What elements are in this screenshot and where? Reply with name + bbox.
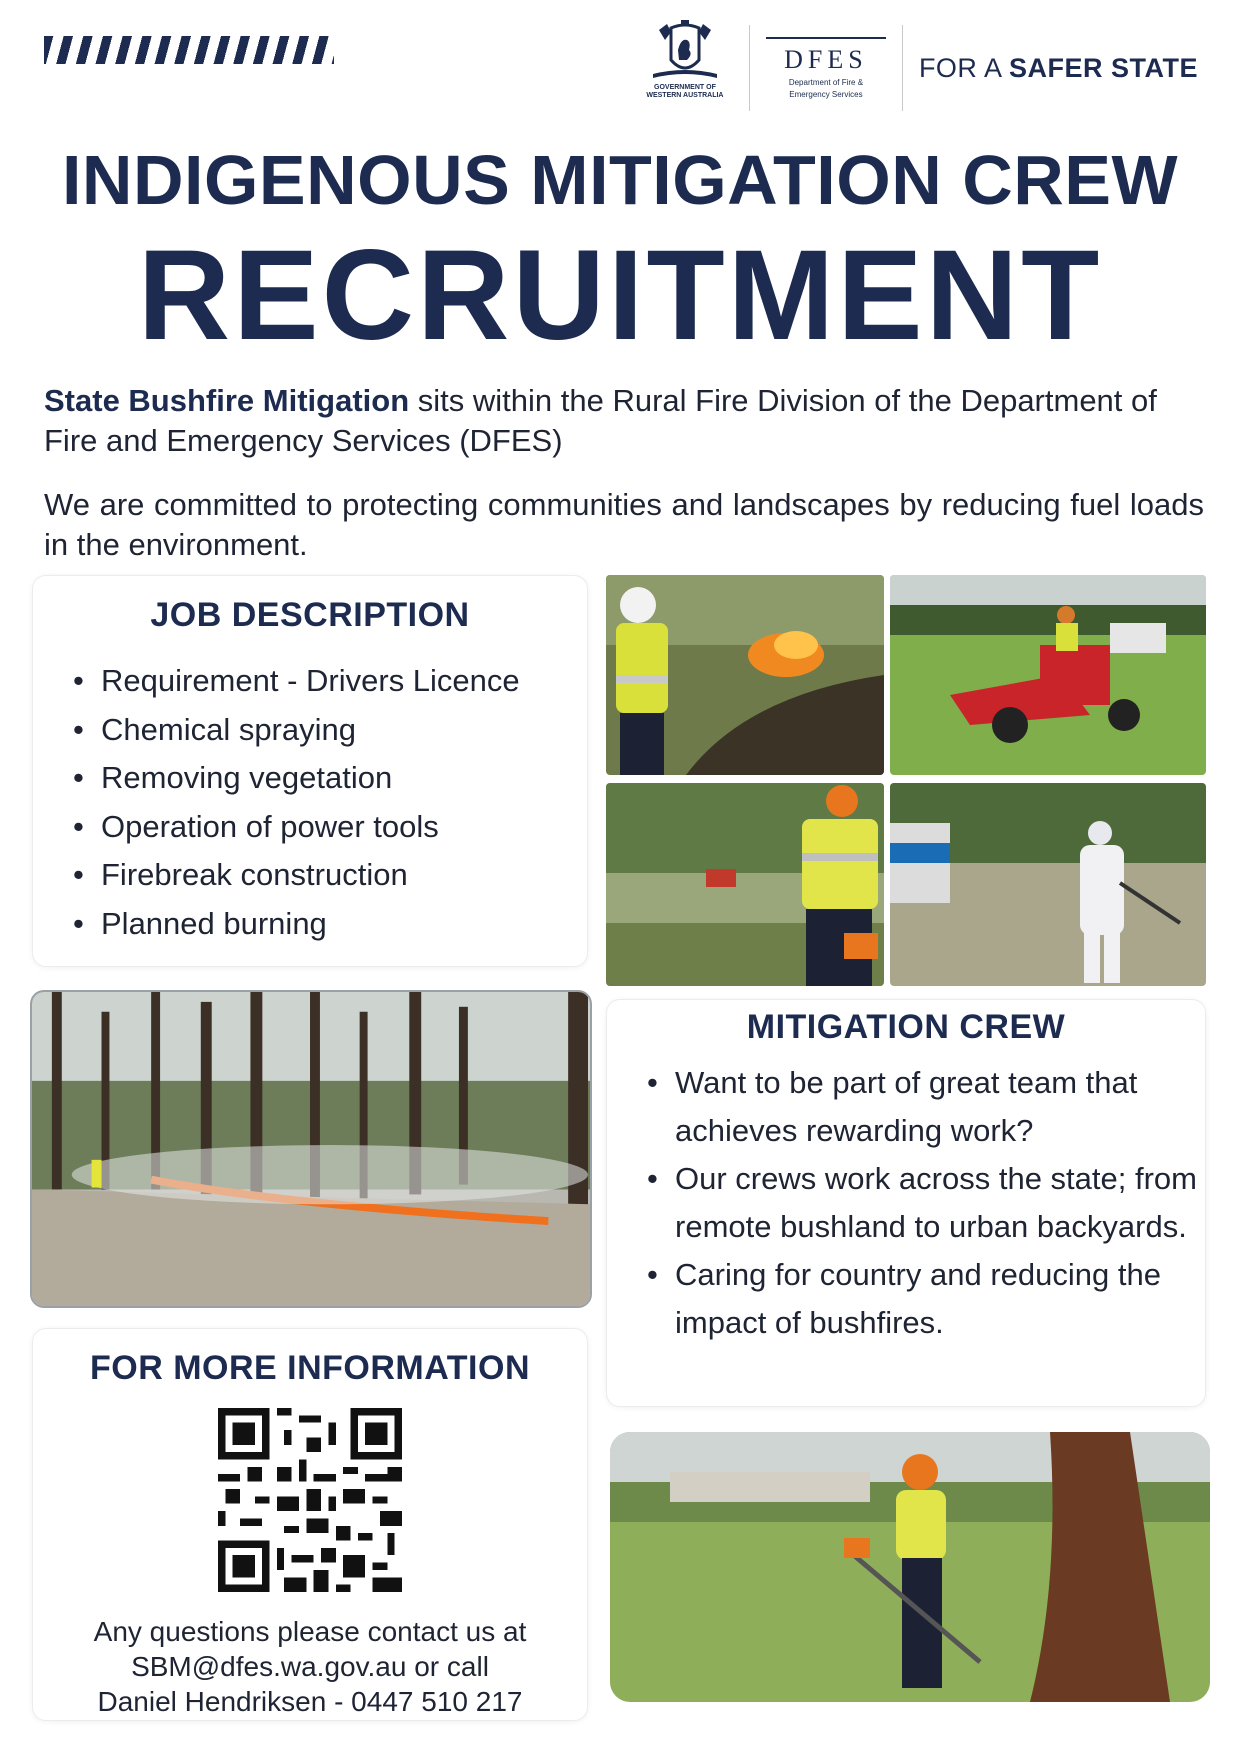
mitigation-crew-list [641, 1059, 1205, 1347]
photo-forest-planned-burn [30, 990, 592, 1308]
header-logos [637, 20, 1198, 116]
list-item: • Caring for country and reducing the impact of bushfires. [641, 1251, 1205, 1347]
job-description-list [67, 657, 587, 948]
page-title: INDIGENOUS MITIGATION CREW [61, 141, 1179, 219]
photo-worker-chainsaw [606, 783, 884, 986]
more-information-card [32, 1328, 588, 1721]
mitigation-crew-card [606, 999, 1206, 1407]
intro-text: sits within the Rural Fire Division of the Department of Fire and Emergency Services (DFES) [44, 383, 1157, 458]
tagline-prefix: FOR A [918, 52, 1001, 83]
mitigation-crew-heading: MITIGATION CREW [746, 1008, 1066, 1046]
contact-phone-line[interactable]: Daniel Hendriksen - 0447 510 217 [97, 1686, 523, 1717]
list-item: • Want to be part of great team that achieves rewarding work? [641, 1059, 1205, 1155]
photo-worker-brushcutter [610, 1432, 1210, 1702]
job-description-card [32, 575, 588, 967]
photo-firefighter-burning [606, 575, 884, 775]
more-information-heading: FOR MORE INFORMATION [90, 1349, 530, 1387]
wa-government-crest-icon [637, 20, 733, 116]
list-item: • Firebreak construction [67, 851, 587, 900]
page-subtitle: RECRUITMENT [137, 224, 1103, 367]
dfes-logo [766, 37, 886, 99]
dfes-name: DFES [766, 37, 886, 75]
list-item: • Removing vegetation [67, 754, 587, 803]
list-item: • Chemical spraying [67, 706, 587, 755]
decorative-stripes [44, 36, 334, 64]
job-description-heading: JOB DESCRIPTION [150, 596, 470, 634]
dfes-subtitle: Emergency Services [789, 90, 863, 99]
crest-text: WESTERN AUSTRALIA [646, 92, 724, 99]
divider [749, 25, 750, 111]
crest-text: GOVERNMENT OF [654, 84, 716, 91]
contact-email-line[interactable]: SBM@dfes.wa.gov.au or call [131, 1651, 489, 1682]
dfes-subtitle: Department of Fire & [788, 78, 864, 87]
list-item: • Planned burning [67, 900, 587, 949]
intro-paragraph [44, 381, 1204, 461]
contact-line: Any questions please contact us at [93, 1616, 527, 1647]
contact-text [33, 1614, 587, 1719]
list-item: • Operation of power tools [67, 803, 587, 852]
divider [902, 25, 903, 111]
intro-bold: State Bushfire Mitigation [44, 383, 410, 418]
intro-paragraph-2: We are committed to protecting communities and landscapes by reducing fuel loads in the environment. [44, 487, 1204, 562]
tagline [919, 53, 1198, 84]
photo-ride-on-mower [890, 575, 1206, 775]
qr-code-icon[interactable] [218, 1408, 402, 1592]
tagline-bold: SAFER STATE [1008, 52, 1198, 83]
photo-chemical-spraying [890, 783, 1206, 986]
list-item: • Requirement - Drivers Licence [67, 657, 587, 706]
list-item: • Our crews work across the state; from remote bushland to urban backyards. [641, 1155, 1205, 1251]
